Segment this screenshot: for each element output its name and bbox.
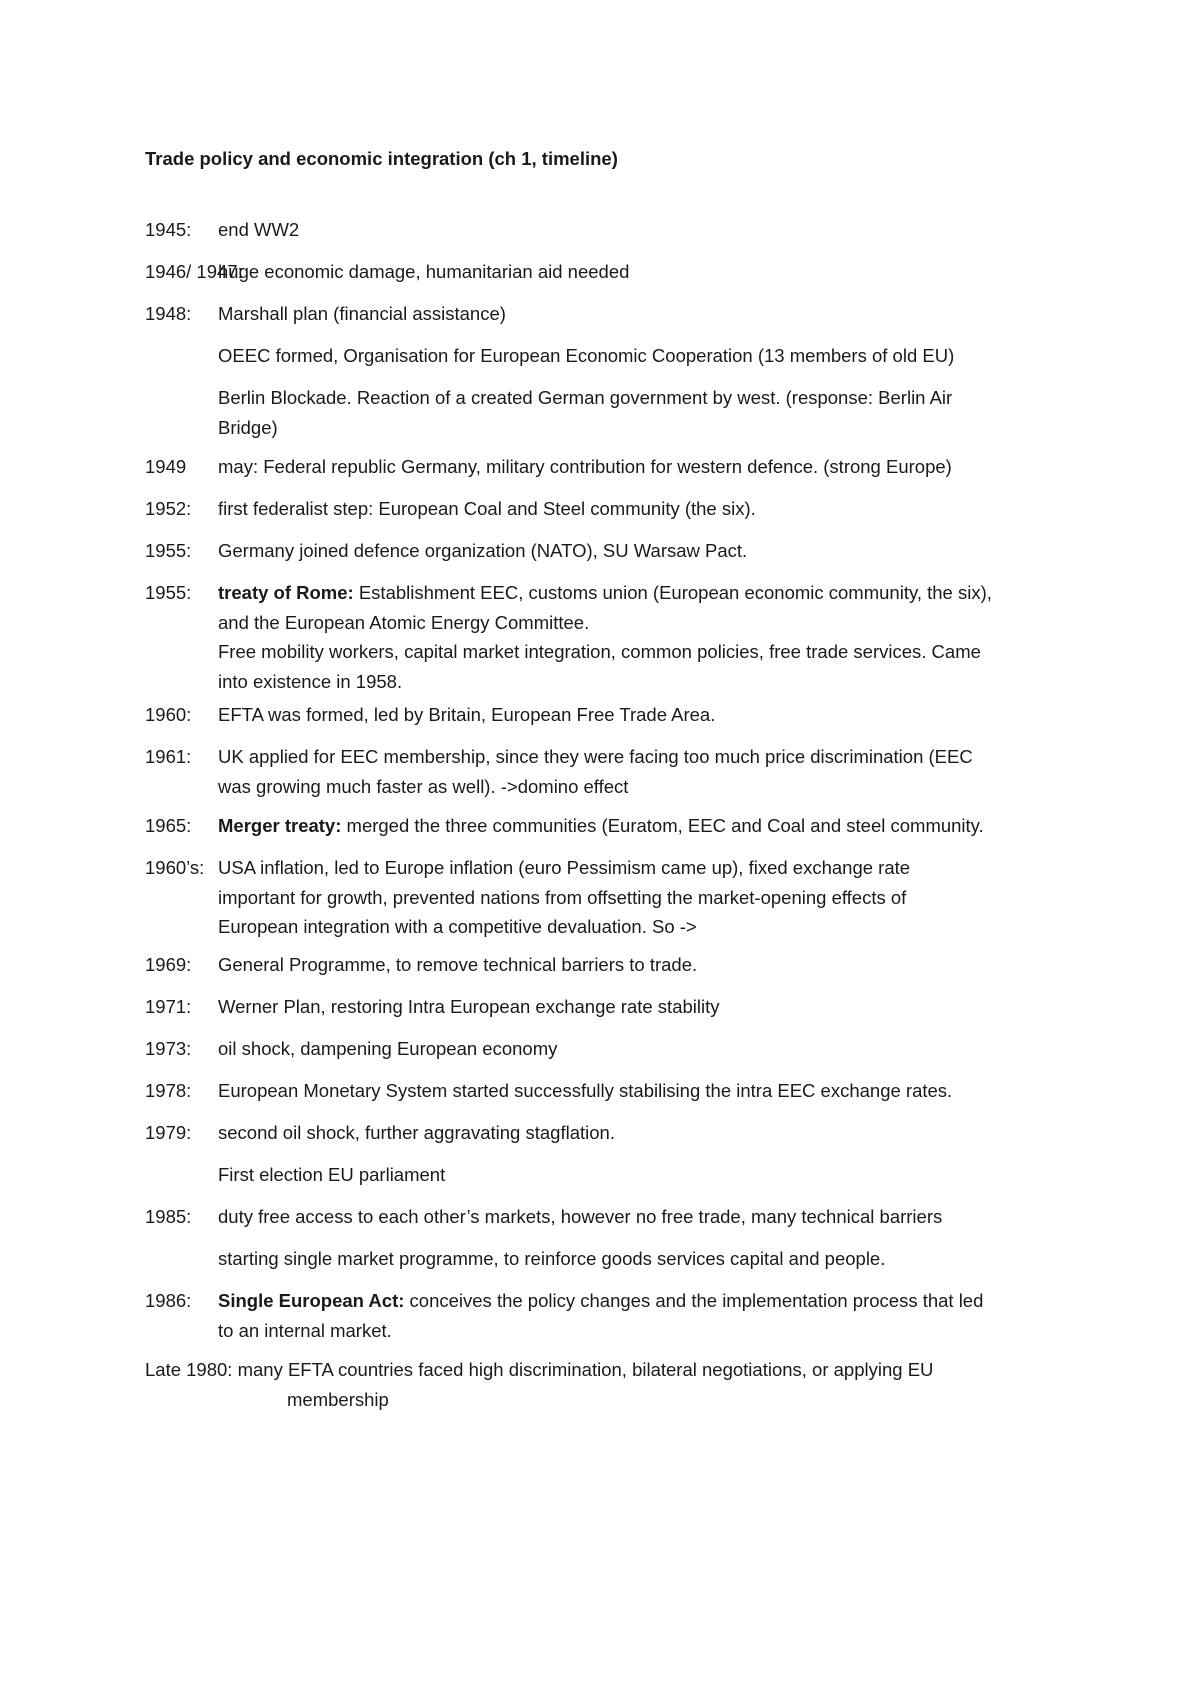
timeline-entry-text: [218, 950, 1085, 980]
timeline-entry-text: [218, 383, 1085, 442]
timeline-line: huge economic damage, humanitarian aid needed: [218, 261, 630, 282]
timeline-bold-heading: Single European Act:: [218, 1290, 405, 1311]
timeline-year: 1965:: [145, 815, 192, 836]
timeline-entry: [145, 299, 1085, 329]
timeline-entry-late-1980: [145, 1355, 1085, 1414]
timeline-line: USA inflation, led to Europe inflation (euro Pessimism came up), fixed exchange rate: [218, 857, 911, 878]
timeline-entry-text: [218, 1118, 1085, 1148]
timeline-line: Germany joined defence organization (NATO), SU Warsaw Pact.: [218, 540, 748, 561]
timeline-line: first federalist step: European Coal and Steel community (the six).: [218, 498, 756, 519]
timeline-entry: [145, 215, 1085, 245]
timeline-line: duty free access to each other’s markets, however no free trade, many technical barriers: [218, 1206, 943, 1227]
timeline-entry: [145, 853, 1085, 942]
timeline-entry-text: [218, 536, 1085, 566]
timeline-line: Berlin Blockade. Reaction of a created German government by west. (response: Berlin Air: [218, 387, 953, 408]
timeline-entry: [145, 536, 1085, 566]
timeline-entry: [145, 1118, 1085, 1148]
timeline-year: 1979:: [145, 1122, 192, 1143]
timeline-line: Free mobility workers, capital market integration, common policies, free trade services. Came: [218, 641, 981, 662]
timeline-entry: [145, 742, 1085, 801]
timeline-bold-heading: Merger treaty:: [218, 815, 342, 836]
timeline-year: 1946/ 1947:: [145, 261, 243, 282]
timeline-entry-text: [218, 215, 1085, 245]
timeline-entry: [145, 1244, 1085, 1274]
timeline-entry: [145, 1160, 1085, 1190]
timeline-entry-text: [218, 299, 1085, 329]
timeline-year: 1960’s:: [145, 857, 205, 878]
timeline-year: 1969:: [145, 954, 192, 975]
timeline-entry-text: [145, 1355, 1085, 1414]
timeline-year: 1978:: [145, 1080, 192, 1101]
timeline-entry: [145, 1034, 1085, 1064]
timeline-year: 1952:: [145, 498, 192, 519]
timeline-line: EFTA was formed, led by Britain, European Free Trade Area.: [218, 704, 716, 725]
timeline-line: and the European Atomic Energy Committee.: [218, 611, 590, 633]
timeline-entry-text: [218, 1202, 1085, 1232]
timeline-entry: [145, 578, 1085, 696]
timeline-entry-text: [218, 853, 1085, 942]
timeline-line-rest: Establishment EEC, customs union (European economic community, the six),: [353, 582, 992, 603]
timeline-line: [218, 578, 1085, 608]
timeline-entry: [145, 700, 1085, 730]
timeline-entry: [145, 1076, 1085, 1106]
timeline-entry-text: [218, 1244, 1085, 1274]
timeline-line: membership: [287, 1388, 389, 1410]
timeline-entry: [145, 992, 1085, 1022]
timeline-line: European integration with a competitive devaluation. So ->: [218, 916, 697, 937]
timeline-entry-text: [218, 494, 1085, 524]
timeline-line: Bridge): [218, 416, 278, 438]
timeline-year: 1961:: [145, 746, 192, 767]
timeline-year: 1948:: [145, 303, 192, 324]
timeline-year: 1949: [145, 456, 187, 477]
timeline-line: [218, 1286, 1085, 1316]
timeline-entry-text: [218, 811, 1085, 841]
timeline-line: important for growth, prevented nations from offsetting the market-opening effects of: [218, 886, 907, 908]
timeline-entry: [145, 811, 1085, 841]
timeline-line: end WW2: [218, 219, 300, 240]
timeline-year: 1986:: [145, 1290, 192, 1311]
timeline-line: European Monetary System started successfully stabilising the intra EEC exchange rates.: [218, 1080, 953, 1101]
timeline-entry-text: [218, 578, 1085, 696]
timeline-line: second oil shock, further aggravating stagflation.: [218, 1122, 615, 1143]
timeline-entry-text: [218, 700, 1085, 730]
timeline-line: Werner Plan, restoring Intra European exchange rate stability: [218, 996, 720, 1017]
timeline-entry-text: [218, 257, 1085, 287]
timeline-bold-heading: treaty of Rome:: [218, 582, 354, 603]
timeline-line: OEEC formed, Organisation for European Economic Cooperation (13 members of old EU): [218, 345, 955, 366]
timeline-entry-text: [218, 1286, 1085, 1345]
timeline-year: 1955:: [145, 582, 192, 603]
timeline-entry-text: [218, 742, 1085, 801]
timeline-entry-text: [218, 992, 1085, 1022]
timeline-line: into existence in 1958.: [218, 670, 403, 692]
timeline-line: [218, 811, 1085, 841]
timeline-line: Late 1980: many EFTA countries faced high discrimination, bilateral negotiations, or applying EU: [145, 1359, 934, 1380]
timeline-line: UK applied for EEC membership, since they were facing too much price discrimination (EEC: [218, 746, 973, 767]
timeline-entry-text: [218, 1160, 1085, 1190]
timeline-year: 1973:: [145, 1038, 192, 1059]
timeline-line: First election EU parliament: [218, 1164, 446, 1185]
timeline-entry-text: [218, 1034, 1085, 1064]
timeline-line: oil shock, dampening European economy: [218, 1038, 558, 1059]
timeline-entry: [145, 1286, 1085, 1345]
timeline-line: Marshall plan (financial assistance): [218, 303, 506, 324]
timeline-entry: [145, 257, 1085, 287]
timeline-entry: [145, 383, 1085, 442]
document-title: Trade policy and economic integration (ch 1, timeline): [145, 148, 618, 169]
timeline-line-rest: conceives the policy changes and the implementation process that led: [404, 1290, 984, 1311]
timeline-year: 1971:: [145, 996, 192, 1017]
timeline-year: 1955:: [145, 540, 192, 561]
timeline-entry-text: [218, 1076, 1085, 1106]
timeline-entry: [145, 494, 1085, 524]
timeline-line: may: Federal republic Germany, military contribution for western defence. (strong Europe): [218, 456, 952, 477]
timeline-year: 1945:: [145, 219, 192, 240]
timeline-entry: [145, 341, 1085, 371]
timeline-entry: [145, 950, 1085, 980]
timeline-line: General Programme, to remove technical barriers to trade.: [218, 954, 698, 975]
timeline-year: 1985:: [145, 1206, 192, 1227]
timeline-line: was growing much faster as well). ->domino effect: [218, 775, 629, 797]
document-page: [145, 0, 1085, 1698]
timeline-line: to an internal market.: [218, 1319, 392, 1341]
timeline-year: 1960:: [145, 704, 192, 725]
timeline-line: starting single market programme, to reinforce goods services capital and people.: [218, 1248, 886, 1269]
timeline-entry: [145, 1202, 1085, 1232]
timeline-entry-text: [218, 452, 1085, 482]
timeline-entry-text: [218, 341, 1085, 371]
timeline-entry: [145, 452, 1085, 482]
timeline-line-rest: merged the three communities (Euratom, EEC and Coal and steel community.: [341, 815, 984, 836]
